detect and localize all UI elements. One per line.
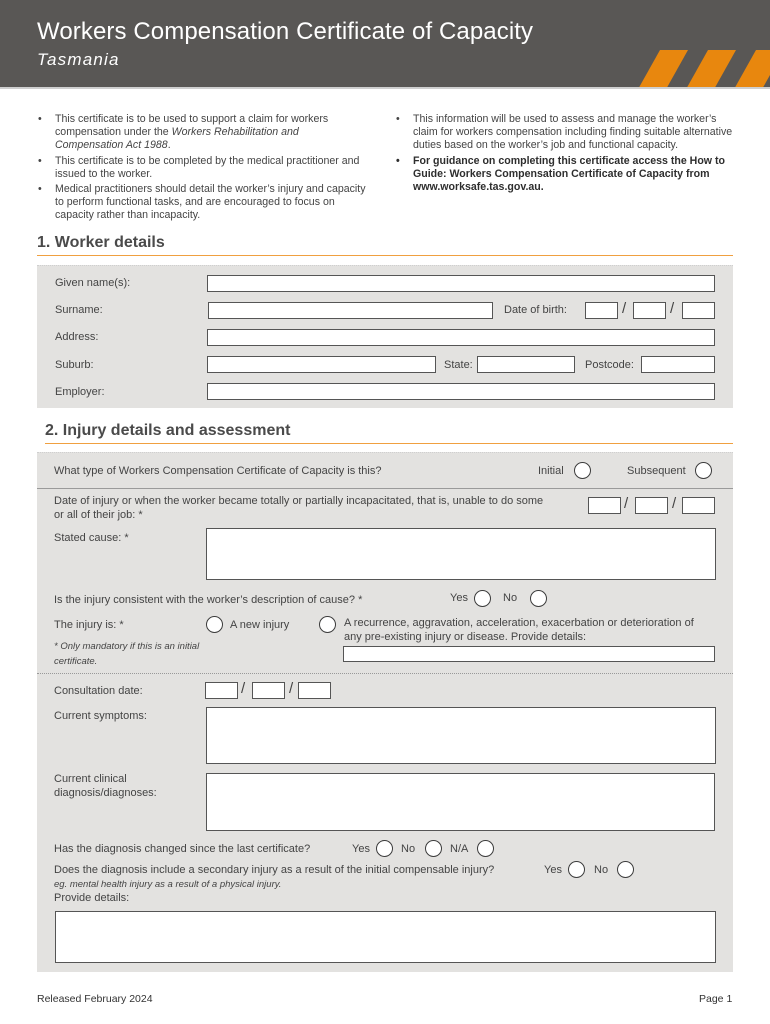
- secondary-injury-question: Does the diagnosis include a secondary injury as a result of the initial compensable injury?: [54, 864, 495, 876]
- surname-label: Surname:: [55, 304, 103, 316]
- stated-cause-label: Stated cause: *: [54, 532, 129, 544]
- injury-date-month-field[interactable]: [635, 497, 668, 514]
- dob-month-field[interactable]: [633, 302, 666, 319]
- diagnosis-changed-yes-radio[interactable]: [376, 840, 393, 857]
- secondary-injury-no-radio[interactable]: [617, 861, 634, 878]
- diagnosis-changed-na-radio[interactable]: [477, 840, 494, 857]
- current-symptoms-label: Current symptoms:: [54, 710, 147, 722]
- injury-date-year-field[interactable]: [682, 497, 715, 514]
- new-injury-radio[interactable]: [206, 616, 223, 633]
- section-2-rule: [45, 443, 733, 444]
- dob-day-field[interactable]: [585, 302, 618, 319]
- intro-bullet: • This information will be used to assess and manage the worker’s claim for workers compensation including finding suitable alternative duties based on the worker’s job and functional capacity.: [396, 113, 741, 153]
- intro-left-column: [38, 113, 368, 225]
- guidance-bullet: • For guidance on completing this certificate access the How to Guide: Workers Compensation Certificate of Capacity from www.worksafe.tas.gov.au.: [396, 155, 741, 195]
- state-field[interactable]: [477, 356, 575, 373]
- date-separator: /: [622, 300, 627, 317]
- document-title: Workers Compensation Certificate of Capacity: [37, 18, 534, 45]
- mandatory-note: * Only mandatory if this is an initial certificate.: [54, 641, 200, 667]
- secondary-injury-example: eg. mental health injury as a result of a physical injury.: [54, 879, 282, 890]
- section-1-rule: [37, 255, 733, 256]
- consistent-no-radio[interactable]: [530, 590, 547, 607]
- consultation-day-field[interactable]: [205, 682, 238, 699]
- subsequent-option-label: Subsequent: [627, 465, 686, 477]
- divider: [37, 488, 733, 489]
- date-of-birth-label: Date of birth:: [504, 304, 567, 316]
- consultation-month-field[interactable]: [252, 682, 285, 699]
- date-separator: /: [670, 300, 675, 317]
- given-names-label: Given name(s):: [55, 277, 131, 289]
- employer-field[interactable]: [207, 383, 715, 400]
- orange-stripes-logo-icon: [620, 45, 770, 87]
- document-header: [0, 0, 770, 87]
- document-subtitle: Tasmania: [37, 50, 120, 69]
- address-field[interactable]: [207, 329, 715, 346]
- intro-right-column: [396, 113, 741, 196]
- suburb-field[interactable]: [207, 356, 436, 373]
- initial-option-label: Initial: [538, 465, 564, 477]
- new-injury-label: A new injury: [230, 619, 290, 631]
- subsequent-radio[interactable]: [695, 462, 712, 479]
- injury-is-label: The injury is: *: [54, 619, 124, 631]
- header-divider: [0, 87, 770, 89]
- section-2-title: 2. Injury details and assessment: [45, 422, 291, 439]
- current-symptoms-field[interactable]: [206, 707, 716, 764]
- surname-field[interactable]: [208, 302, 493, 319]
- injury-details-panel: [37, 452, 733, 972]
- intro-bullet: • Medical practitioners should detail the worker’s injury and capacity to perform functional tasks, and are encouraged to focus on capacity rather than incapacity.: [38, 183, 368, 223]
- secondary-injury-details-field[interactable]: [55, 911, 716, 963]
- consultation-year-field[interactable]: [298, 682, 331, 699]
- clinical-diagnosis-field[interactable]: [206, 773, 715, 831]
- address-label: Address:: [55, 331, 99, 343]
- recurrence-radio[interactable]: [319, 616, 336, 633]
- postcode-label: Postcode:: [585, 359, 634, 371]
- given-names-field[interactable]: [207, 275, 715, 292]
- consistent-no-label: No: [503, 592, 518, 604]
- diagnosis-changed-no-label: No: [401, 843, 416, 855]
- diagnosis-changed-no-radio[interactable]: [425, 840, 442, 857]
- secondary-injury-no-label: No: [594, 864, 609, 876]
- date-of-injury-label: Date of injury or when the worker became totally or partially incapacitated, that is, unable to do some or all of their job: *: [54, 495, 544, 521]
- employer-label: Employer:: [55, 386, 105, 398]
- release-date: Released February 2024: [37, 993, 153, 1005]
- certificate-type-question: What type of Workers Compensation Certificate of Capacity is this?: [54, 465, 382, 477]
- consistent-yes-label: Yes: [450, 592, 468, 604]
- diagnosis-changed-question: Has the diagnosis changed since the last certificate?: [54, 843, 311, 855]
- date-separator: /: [289, 680, 294, 697]
- dob-year-field[interactable]: [682, 302, 715, 319]
- state-label: State:: [444, 359, 473, 371]
- consultation-date-label: Consultation date:: [54, 685, 143, 697]
- section-1-title: 1. Worker details: [37, 234, 165, 251]
- diagnosis-changed-yes-label: Yes: [352, 843, 370, 855]
- suburb-label: Suburb:: [55, 359, 94, 371]
- stated-cause-field[interactable]: [206, 528, 716, 580]
- date-separator: /: [241, 680, 246, 697]
- date-separator: /: [672, 495, 677, 512]
- intro-bullet: • This certificate is to be used to support a claim for workers compensation under the Workers Rehabilitation and Compensation Act 1988.: [38, 113, 368, 153]
- provide-details-label: Provide details:: [54, 892, 130, 904]
- divider: [37, 673, 733, 674]
- initial-radio[interactable]: [574, 462, 591, 479]
- secondary-injury-yes-label: Yes: [544, 864, 562, 876]
- consistent-yes-radio[interactable]: [474, 590, 491, 607]
- diagnosis-changed-na-label: N/A: [450, 843, 469, 855]
- recurrence-details-field[interactable]: [343, 646, 715, 662]
- clinical-diagnosis-label: Current clinical diagnosis/diagnoses:: [54, 773, 157, 799]
- worker-details-panel: [37, 265, 733, 408]
- secondary-injury-yes-radio[interactable]: [568, 861, 585, 878]
- postcode-field[interactable]: [641, 356, 715, 373]
- page-number: Page 1: [699, 993, 733, 1005]
- consistent-question: Is the injury consistent with the worker’s description of cause? *: [54, 594, 363, 606]
- date-separator: /: [624, 495, 629, 512]
- intro-bullet: • This certificate is to be completed by the medical practitioner and issued to the worker.: [38, 155, 368, 181]
- injury-date-day-field[interactable]: [588, 497, 621, 514]
- recurrence-label: A recurrence, aggravation, acceleration, exacerbation or deterioration of any pre-existing injury or disease. Provide details:: [344, 617, 694, 643]
